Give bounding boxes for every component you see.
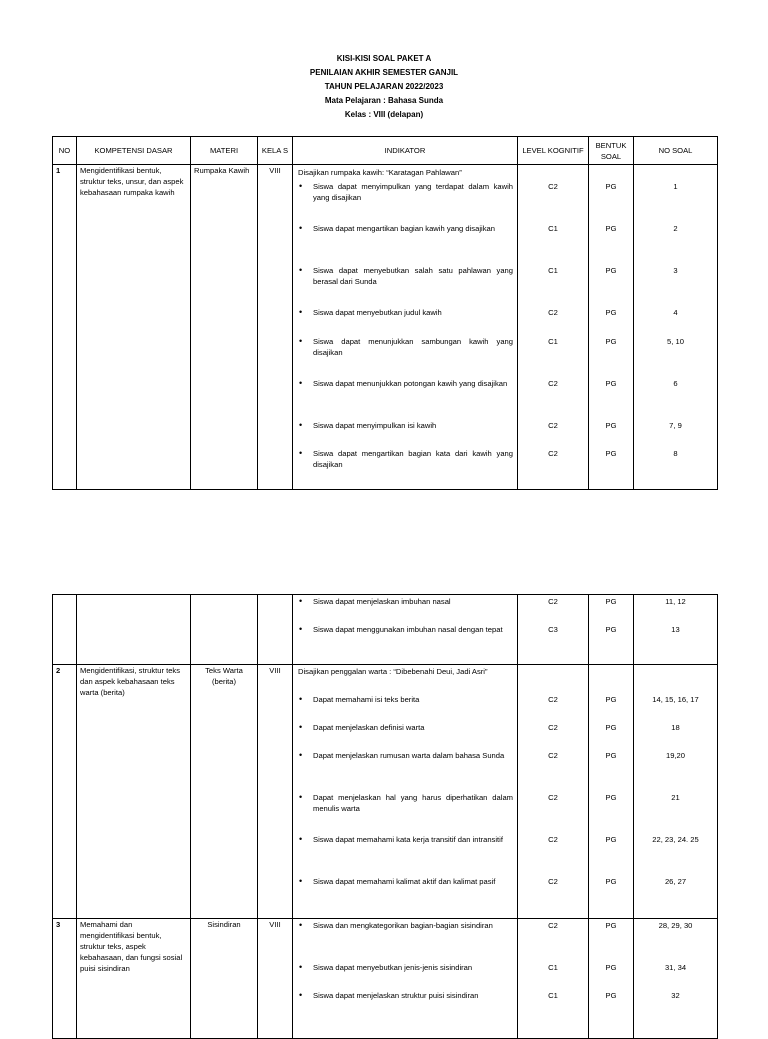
level-value: C1 — [548, 266, 558, 275]
level-kognitif-cell — [518, 919, 589, 1039]
bentuk-value: PG — [605, 695, 617, 704]
kompetensi-dasar-cell: Memahami dan mengidentifikasi bentuk, struktur teks, aspek kebahasaan, dan fungsi sosial puisi sisindiran — [77, 919, 191, 1039]
indikator-intro: Disajikan penggalan warta : “Dibebenahi Deui, Jadi Asri” — [298, 667, 488, 676]
nosoal-value: 8 — [673, 449, 678, 458]
level-value: C2 — [548, 308, 558, 317]
bentuk-value: PG — [605, 224, 617, 233]
level-value: C2 — [548, 751, 558, 760]
bentuk-value: PG — [605, 835, 617, 844]
nosoal-value: 28, 29, 30 — [658, 921, 693, 930]
kisi-table-page1 — [52, 136, 718, 490]
col-header-bentuk: BENTUK SOAL — [589, 137, 634, 165]
nosoal-value: 2 — [673, 224, 678, 233]
level-value: C2 — [548, 877, 558, 886]
indikator-item: • Siswa dapat menunjukkan potongan kawih yang disajikan — [298, 378, 513, 389]
nosoal-value: 31, 34 — [664, 963, 687, 972]
level-value: C1 — [548, 224, 558, 233]
materi-cell: Rumpaka Kawih — [191, 165, 258, 490]
level-value: C2 — [548, 793, 558, 802]
bentuk-value: PG — [605, 751, 617, 760]
col-header-kompetensi: KOMPETENSI DASAR — [77, 137, 191, 165]
kompetensi-dasar-cell — [77, 595, 191, 665]
doc-title: KISI-KISI SOAL PAKET A — [336, 54, 432, 63]
indikator-item: • Siswa dan mengkategorikan bagian-bagian sisindiran — [298, 920, 513, 931]
nosoal-value: 4 — [673, 308, 678, 317]
level-value: C2 — [548, 921, 558, 930]
indikator-item: • Siswa dapat menggunakan imbuhan nasal dengan tepat — [298, 624, 513, 635]
indikator-item: • Siswa dapat menyimpulkan isi kawih — [298, 420, 513, 431]
level-value: C1 — [548, 991, 558, 1000]
indikator-cell — [293, 665, 518, 919]
indikator-item: • Siswa dapat memahami kalimat aktif dan kalimat pasif — [298, 876, 513, 887]
doc-subtitle-exam: PENILAIAN AKHIR SEMESTER GANJIL — [309, 68, 459, 77]
materi-cell: Teks Warta (berita) — [191, 665, 258, 919]
level-value: C2 — [548, 379, 558, 388]
nosoal-value: 19,20 — [665, 751, 685, 760]
bentuk-value: PG — [605, 921, 617, 930]
bentuk-value: PG — [605, 793, 617, 802]
bentuk-value: PG — [605, 877, 617, 886]
table-row — [53, 665, 718, 919]
kompetensi-dasar-cell: Mengidentifikasi, struktur teks dan aspek kebahasaan teks warta (berita) — [77, 665, 191, 919]
indikator-item: • Siswa dapat menyimpulkan yang terdapat dalam kawih yang disajikan — [298, 181, 513, 203]
no-soal-cell — [634, 595, 718, 665]
indikator-item: • Siswa dapat menyebutkan jenis-jenis sisindiran — [298, 962, 513, 973]
kelas-cell: VIII — [258, 919, 293, 1039]
bentuk-soal-cell — [589, 665, 634, 919]
bentuk-soal-cell — [589, 165, 634, 490]
materi-cell — [191, 595, 258, 665]
row-number: 2 — [53, 665, 77, 919]
level-value: C2 — [548, 449, 558, 458]
kelas-cell: VIII — [258, 165, 293, 490]
indikator-item: • Siswa dapat menunjukkan sambungan kawih yang disajikan — [298, 336, 513, 358]
indikator-item: • Dapat menjelaskan rumusan warta dalam bahasa Sunda — [298, 750, 513, 761]
table-header-row — [53, 137, 718, 165]
nosoal-value: 1 — [673, 182, 678, 191]
indikator-cell — [293, 595, 518, 665]
row-number: 3 — [53, 919, 77, 1039]
nosoal-value: 32 — [671, 991, 680, 1000]
level-value: C2 — [548, 723, 558, 732]
kisi-table-page2 — [52, 594, 718, 1039]
col-header-materi: MATERI — [191, 137, 258, 165]
indikator-item: • Siswa dapat menjelaskan struktur puisi sisindiran — [298, 990, 513, 1001]
col-header-no: NO — [53, 137, 77, 165]
no-soal-cell — [634, 165, 718, 490]
kelas-cell — [258, 595, 293, 665]
level-value: C1 — [548, 337, 558, 346]
level-kognitif-cell — [518, 595, 589, 665]
bentuk-value: PG — [605, 449, 617, 458]
kompetensi-dasar-cell: Mengidentifikasi bentuk, struktur teks, unsur, dan aspek kebahasaan rumpaka kawih — [77, 165, 191, 490]
no-soal-cell — [634, 665, 718, 919]
nosoal-value: 7, 9 — [669, 421, 682, 430]
row-number — [53, 595, 77, 665]
nosoal-value: 22, 23, 24. 25 — [652, 835, 699, 844]
nosoal-value: 18 — [671, 723, 680, 732]
level-value: C2 — [548, 421, 558, 430]
bentuk-value: PG — [605, 625, 617, 634]
nosoal-value: 11, 12 — [665, 597, 686, 606]
level-kognitif-cell — [518, 665, 589, 919]
level-kognitif-cell — [518, 165, 589, 490]
indikator-item: • Siswa dapat memahami kata kerja transitif dan intransitif — [298, 834, 513, 845]
indikator-item: • Siswa dapat mengartikan bagian kawih yang disajikan — [298, 223, 513, 234]
table-row — [53, 595, 718, 665]
indikator-item: • Dapat menjelaskan hal yang harus diperhatikan dalam menulis warta — [298, 792, 513, 814]
nosoal-value: 6 — [673, 379, 678, 388]
level-value: C2 — [548, 597, 558, 606]
indikator-item: • Siswa dapat menyebutkan judul kawih — [298, 307, 513, 318]
col-header-kelas: KELA S — [258, 137, 293, 165]
bentuk-value: PG — [605, 182, 617, 191]
col-header-nosoal: NO SOAL — [634, 137, 718, 165]
bentuk-value: PG — [605, 963, 617, 972]
bentuk-value: PG — [605, 266, 617, 275]
materi-cell: Sisindiran — [191, 919, 258, 1039]
bentuk-soal-cell — [589, 595, 634, 665]
nosoal-value: 3 — [673, 266, 678, 275]
indikator-item: • Siswa dapat menjelaskan imbuhan nasal — [298, 596, 513, 607]
level-value: C2 — [548, 835, 558, 844]
col-header-level: LEVEL KOGNITIF — [518, 137, 589, 165]
indikator-intro: Disajikan rumpaka kawih: “Karatagan Pahlawan” — [298, 168, 462, 177]
bentuk-value: PG — [605, 723, 617, 732]
bentuk-soal-cell — [589, 919, 634, 1039]
nosoal-value: 21 — [671, 793, 680, 802]
col-header-indikator: INDIKATOR — [293, 137, 518, 165]
level-value: C2 — [548, 182, 558, 191]
doc-class: Kelas : VIII (delapan) — [344, 110, 424, 119]
indikator-item: • Siswa dapat mengartikan bagian kata dari kawih yang disajikan — [298, 448, 513, 470]
nosoal-value: 14, 15, 16, 17 — [652, 695, 699, 704]
kelas-cell: VIII — [258, 665, 293, 919]
bentuk-value: PG — [605, 421, 617, 430]
nosoal-value: 5, 10 — [667, 337, 684, 346]
doc-subtitle-year: TAHUN PELAJARAN 2022/2023 — [324, 82, 444, 91]
doc-subject: Mata Pelajaran : Bahasa Sunda — [324, 96, 444, 105]
table-row — [53, 919, 718, 1039]
table-row — [53, 165, 718, 490]
indikator-item: • Siswa dapat menyebutkan salah satu pahlawan yang berasal dari Sunda — [298, 265, 513, 287]
indikator-cell — [293, 919, 518, 1039]
no-soal-cell — [634, 919, 718, 1039]
bentuk-value: PG — [605, 379, 617, 388]
bentuk-value: PG — [605, 337, 617, 346]
bentuk-value: PG — [605, 991, 617, 1000]
bentuk-value: PG — [605, 308, 617, 317]
level-value: C3 — [548, 625, 558, 634]
indikator-cell — [293, 165, 518, 490]
nosoal-value: 26, 27 — [664, 877, 687, 886]
row-number: 1 — [53, 165, 77, 490]
indikator-item: • Dapat menjelaskan definisi warta — [298, 722, 513, 733]
level-value: C2 — [548, 695, 558, 704]
level-value: C1 — [548, 963, 558, 972]
bentuk-value: PG — [605, 597, 617, 606]
nosoal-value: 13 — [671, 625, 680, 634]
indikator-item: • Dapat memahami isi teks berita — [298, 694, 513, 705]
